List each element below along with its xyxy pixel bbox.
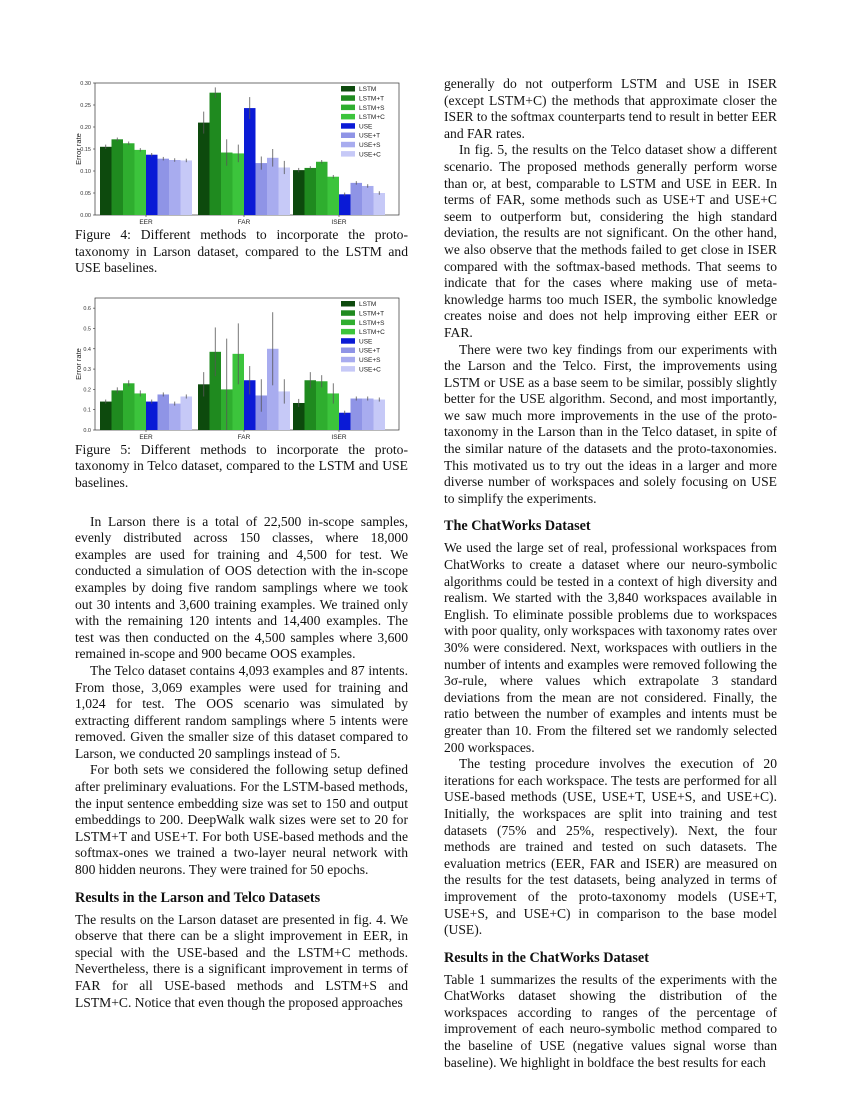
legend-swatch [341, 301, 355, 307]
bar [305, 168, 317, 215]
legend-label: LSTM+S [359, 104, 385, 112]
legend-swatch [341, 310, 355, 316]
section-heading-chatworks-dataset: The ChatWorks Dataset [444, 518, 591, 535]
legend-swatch [341, 319, 355, 325]
bar [362, 398, 374, 429]
bar [244, 108, 256, 215]
legend-swatch [341, 133, 355, 139]
x-tick-label: EER [139, 219, 153, 226]
bar [146, 155, 158, 215]
legend-label: LSTM [359, 86, 377, 94]
bar [279, 167, 291, 215]
y-tick-label: 0.1 [83, 407, 91, 414]
figure-4-chart [74, 76, 408, 226]
figure-5-caption: Figure 5: Different methods to incorporate the proto-taxonomy in Telco dataset, compared to the LSTM and USE baselines. [75, 441, 408, 490]
paragraph-results-larson: The results on the Larson dataset are presented in fig. 4. We observe that there can be a slight improvement in EER, in special with the USE-based and the LSTM+C methods. Nevertheless, there is a significant improvement in terms of FAR for all USE-based methods and LSTM+S and LSTM+C. Notice that even though the proposed approaches [75, 911, 408, 1010]
bar [181, 160, 193, 215]
legend-label: LSTM [359, 300, 377, 308]
paragraph-setup: For both sets we considered the following setup defined after preliminary evaluations. For the LSTM-based methods, the input sentence embedding size was set to 150 and output embeddings to 200. DeepWalk walk sizes were set to 20 for LSTM+T and USE+T. For both USE-based methods and the softmax-ones we trained a two-layer neural network with 800 hidden neurons. They were trained for 50 epochs. [75, 762, 408, 878]
y-tick-label: 0.05 [80, 191, 91, 197]
legend-label: USE+T [359, 132, 381, 140]
bar [210, 93, 222, 215]
figure-4 [75, 76, 408, 277]
paragraph-telco-results: In fig. 5, the results on the Telco dataset show a different scenario. The proposed methods generally perform worse than or, at best, comparable to LSTM and USE in EER. In terms of FAR, some methods such as USE+T and USE+C seem to outperform but, considering the high standard deviation, the results are not significant. On the other hand, we also observe that the methods failed to get close in ISER compared with the softmax-based methods. That seems to indicate that for the cases where making use of meta-knowledge harms too much ISER, the symbolic knowledge creates noise and does not help improving either EER or FAR. [444, 142, 777, 340]
y-tick-label: 0.10 [80, 169, 91, 175]
figure-4-caption: Figure 4: Different methods to incorporate the proto-taxonomy in Larson dataset, compared to the LSTM and USE baselines. [75, 227, 408, 276]
x-tick-label: ISER [331, 219, 347, 226]
legend-label: LSTM+T [359, 310, 385, 318]
legend-swatch [341, 105, 355, 111]
y-tick-label: 0.4 [83, 346, 91, 353]
y-tick-label: 0.15 [80, 147, 91, 153]
y-tick-label: 0.25 [80, 103, 91, 109]
x-tick-label: EER [139, 433, 153, 441]
legend-swatch [341, 347, 355, 353]
y-tick-label: 0.0 [83, 427, 91, 434]
legend-swatch [341, 338, 355, 344]
y-tick-label: 0.5 [83, 326, 91, 333]
paragraph-telco: The Telco dataset contains 4,093 examples and 87 intents. From those, 3,069 examples were used for training and 1,024 for test. The OOS scenario was simulated by extracting different random samplings where 5 intents were removed. Given the smaller size of this dataset compared to Larson, we conducted 20 samplings instead of 5. [75, 662, 408, 761]
legend-swatch [341, 142, 355, 148]
figure-5-chart [74, 291, 408, 441]
bar [146, 401, 158, 429]
legend-swatch [341, 86, 355, 92]
bar [112, 390, 124, 430]
legend-swatch [341, 357, 355, 363]
legend-swatch [341, 151, 355, 157]
legend-swatch [341, 123, 355, 129]
legend-swatch [341, 114, 355, 120]
y-tick-label: 0.30 [80, 81, 91, 87]
right-column [444, 76, 777, 1071]
paragraph-key-findings: There were two key findings from our experiments with the Larson and the Telco. First, the improvements using LSTM or USE as a base seem to be similar, possibly slightly better for the USE algorithm. Second, and most importantly, we saw much more improvements in the use of the proto-taxonomy in the Larson than in the Telco dataset, in spite of the similar nature of the datasets and the proto-taxonomies. This motivated us to try out the ideas in a larger and more diverse number of workspaces and solely focusing on USE to simplify the experiments. [444, 341, 777, 506]
bar [100, 147, 112, 215]
figure-5 [75, 291, 408, 492]
bar [169, 160, 181, 215]
y-tick-label: 0.00 [80, 213, 91, 219]
y-axis-label: Error rate [74, 133, 83, 165]
bar [158, 159, 170, 215]
bar [135, 393, 147, 430]
section-heading-results-chatworks: Results in the ChatWorks Dataset [444, 949, 649, 966]
paragraph-testing-procedure: The testing procedure involves the execution of 20 iterations for each workspace. The tests are performed for all USE-based methods (USE, USE+T, USE+S, and USE+C). Initially, the workspaces are split into training and test datasets (75% and 25%, respectively). Next, the four methods are trained and tested on such datasets. The evaluation metrics (EER, FAR and ISER) are measured on the results for the test datasets, being analyzed in terms of improvement of the proto-taxonomy models (USE+T, USE+S, and USE+C) in comparison to the base model (USE). [444, 756, 777, 938]
bar [339, 413, 351, 430]
y-axis-label: Error rate [74, 347, 83, 380]
bar [198, 123, 210, 215]
bar [135, 150, 147, 215]
x-tick-label: FAR [237, 433, 251, 441]
bar [112, 139, 124, 215]
bar [316, 162, 328, 215]
bar [351, 398, 363, 429]
y-tick-label: 0.6 [83, 305, 91, 312]
bar [374, 399, 386, 429]
legend-swatch [341, 366, 355, 372]
legend-label: USE+S [359, 142, 381, 149]
bar [123, 143, 135, 215]
legend-label: LSTM+T [359, 95, 385, 103]
y-tick-label: 0.20 [80, 125, 91, 131]
legend-label: USE [359, 338, 373, 346]
bar [374, 193, 386, 215]
y-tick-label: 0.3 [83, 366, 91, 373]
bar [293, 170, 305, 215]
bar [181, 396, 193, 430]
legend-label: USE+C [359, 366, 381, 374]
left-column [75, 76, 408, 1011]
bar [256, 163, 268, 215]
legend-label: USE+S [359, 356, 381, 364]
bar [169, 403, 181, 429]
bar [100, 401, 112, 429]
paragraph-chatworks-dataset: We used the large set of real, professional workspaces from ChatWorks to create a dataset where our neuro-symbolic algorithms could be tested in a context of high diversity and realism. We started with the 3,840 workspaces available in English. To eliminate possible problems due to workspaces with poor quality, only workspaces with taxonomy rates over 30% were considered. Next, workspaces with outliers in the number of intents and examples were removed following the 3σ-rule, where values which extrapolate 3 standard deviations from the mean are not considered. Finally, the ratio between the number of examples and intents must be greater than 10. From the filtered set we randomly selected 200 workspaces. [444, 540, 777, 755]
legend-swatch [341, 329, 355, 335]
legend-swatch [341, 95, 355, 101]
left-text [75, 514, 408, 1012]
legend-label: USE+C [359, 151, 381, 159]
bar [351, 183, 363, 215]
legend-label: USE [359, 123, 373, 131]
bar [339, 194, 351, 215]
bar [328, 177, 340, 215]
bar [362, 186, 374, 215]
paragraph-iser-continued: generally do not outperform LSTM and USE in ISER (except LSTM+C) the methods that approximate closer the ISER to the softmax counterparts tend to result in better EER and FAR rates. [444, 76, 777, 141]
x-tick-label: FAR [237, 219, 251, 226]
bar [123, 383, 135, 430]
y-tick-label: 0.2 [83, 387, 91, 394]
legend-label: USE+T [359, 347, 381, 355]
legend-label: LSTM+S [359, 319, 385, 327]
x-tick-label: ISER [331, 433, 347, 441]
bar [158, 394, 170, 430]
bar [316, 381, 328, 430]
bar [233, 153, 245, 215]
paragraph-results-chatworks: Table 1 summarizes the results of the experiments with the ChatWorks dataset showing the distribution of the workspaces according to ranges of the percentage of improvement of each neuro-symbolic method compared to the baseline of USE (negative values signal worse than baseline). We highlight in boldface the best results for each [444, 971, 777, 1070]
section-heading-results-larson-telco: Results in the Larson and Telco Datasets [75, 889, 321, 906]
legend-label: LSTM+C [359, 114, 385, 122]
paragraph-larson: In Larson there is a total of 22,500 in-scope samples, evenly distributed across 150 classes, where 18,000 examples are used for training and 4,500 for test. We conducted a simulation of OOS detection with the in-scope examples by doing five random samplings where we took out 30 intents and 3,600 training examples. We trained only with the remaining 120 intents and 14,400 examples. The test was then conducted on the 4,500 samples where 3,600 remained in-scope and 900 became OOS examples. [75, 513, 408, 662]
legend-label: LSTM+C [359, 328, 385, 336]
